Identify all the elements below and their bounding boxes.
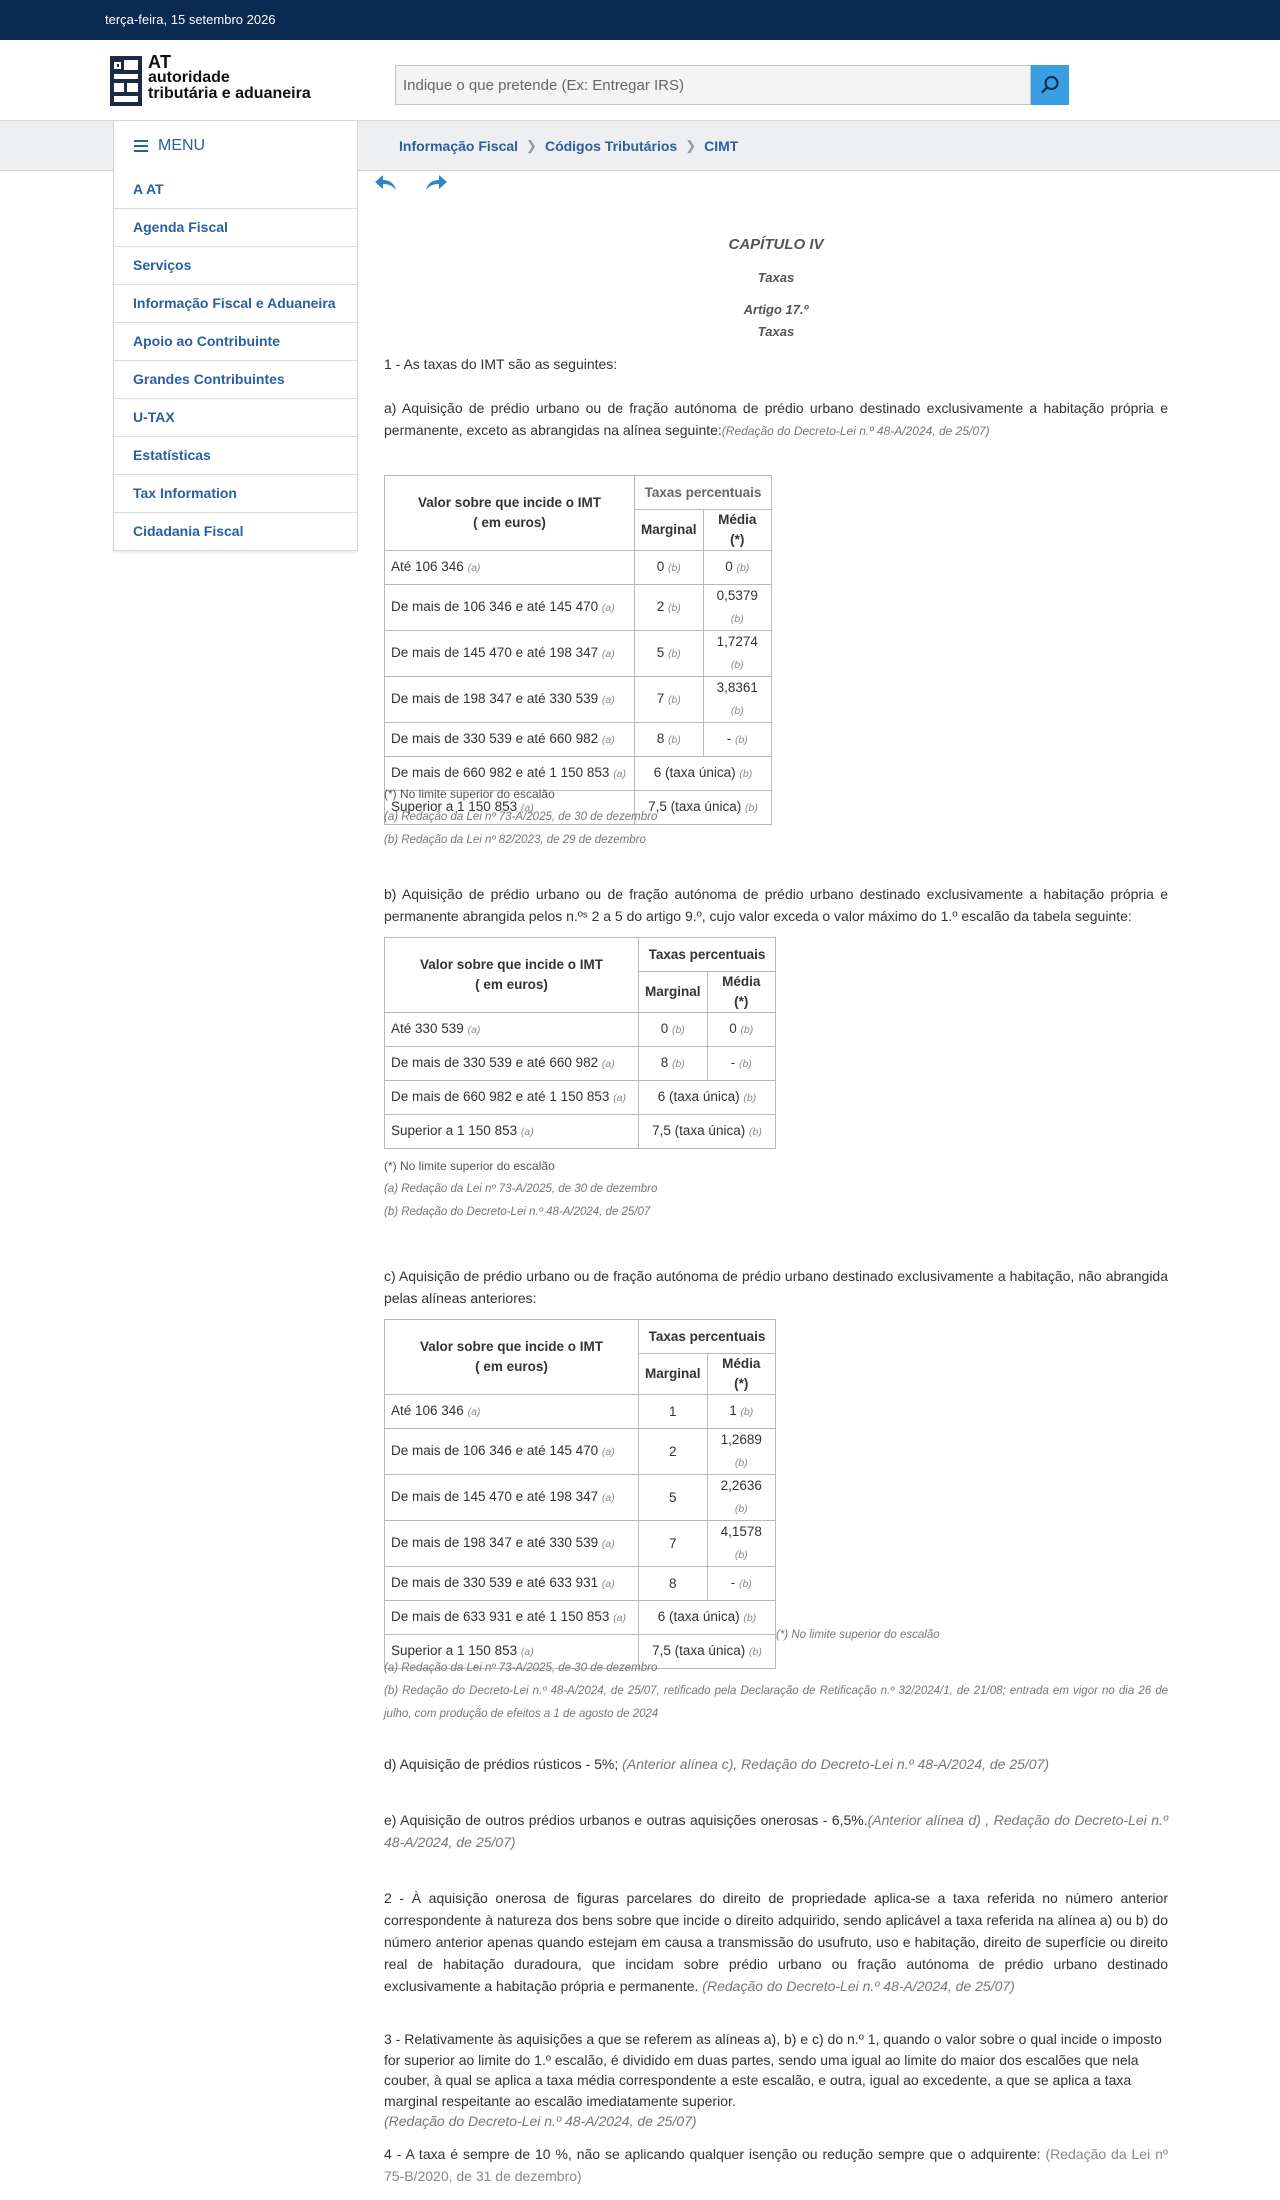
- header-taxas: Taxas percentuais: [639, 1320, 776, 1354]
- table-row: [385, 1567, 776, 1601]
- search-icon: [1040, 75, 1060, 95]
- cell-media: 0 (b): [703, 551, 771, 585]
- cell-media: 2,2636 (b): [707, 1475, 775, 1521]
- table-row: [385, 1115, 776, 1149]
- cell-valor: Superior a 1 150 853 (a): [385, 791, 635, 825]
- hamburger-icon: [134, 137, 148, 155]
- paragraph-4: [384, 2143, 1168, 2187]
- table-b-footnote-2: (a) Redação da Lei nº 73-A/2025, de 30 de dezembro: [384, 1183, 658, 1195]
- chapter-subtitle: Taxas: [757, 270, 795, 285]
- cell-media: 0 (b): [707, 1013, 775, 1047]
- menu-label: MENU: [158, 137, 206, 154]
- header-valor: Valor sobre que incide o IMT ( em euros): [385, 938, 639, 1013]
- header-valor: Valor sobre que incide o IMT ( em euros): [385, 476, 635, 551]
- sidebar-item-u-tax[interactable]: U-TAX: [114, 398, 357, 436]
- breadcrumb: [399, 138, 738, 154]
- cell-marginal: 8 (b): [635, 723, 704, 757]
- table-c-footnote-1: (a) Redação da Lei nº 73-A/2025, de 30 de dezembro: [384, 1662, 658, 1674]
- sidebar: [113, 171, 358, 551]
- cell-valor: Até 330 539 (a): [385, 1013, 639, 1047]
- paragraph-d-note: (Anterior alínea c), Redação do Decreto-Lei n.º 48-A/2024, de 25/07): [618, 1756, 1050, 1772]
- search-button[interactable]: [1031, 65, 1069, 105]
- top-bar: [0, 0, 1280, 40]
- cell-valor: De mais de 198 347 e até 330 539 (a): [385, 677, 635, 723]
- paragraph-4-note: (Redação da Lei nº 75-B/2020, de 31 de dezembro): [384, 2146, 1168, 2184]
- logo-line-1: AT: [148, 52, 172, 72]
- table-b-footnote-3: (b) Redação do Decreto-Lei n.º 48-A/2024, de 25/07: [384, 1206, 651, 1218]
- breadcrumb-informacao-fiscal[interactable]: Informação Fiscal: [399, 138, 519, 154]
- sidebar-item-cidadania-fiscal[interactable]: Cidadania Fiscal: [114, 512, 357, 550]
- chevron-right-icon: ❯: [526, 138, 537, 153]
- cell-media: 1,2689 (b): [707, 1429, 775, 1475]
- cell-taxa-unica: 6 (taxa única) (b): [635, 757, 772, 791]
- table-row: [385, 551, 772, 585]
- cell-valor: De mais de 660 982 e até 1 150 853 (a): [385, 1081, 639, 1115]
- cell-marginal: 8: [639, 1567, 708, 1601]
- cell-media: - (b): [707, 1047, 775, 1081]
- logo-line-2: autoridade: [148, 69, 230, 86]
- paragraph-3: [384, 2029, 1168, 2132]
- cell-taxa-unica: 6 (taxa única) (b): [639, 1081, 776, 1115]
- cell-marginal: 2: [639, 1429, 708, 1475]
- paragraph-e-note: (Anterior alínea d) , Redação do Decreto-Lei n.º 48-A/2024, de 25/07): [384, 1812, 1168, 1850]
- header-taxas: Taxas percentuais: [635, 476, 772, 510]
- cell-marginal: 1: [639, 1395, 708, 1429]
- cell-valor: De mais de 330 539 e até 660 982 (a): [385, 723, 635, 757]
- article-number: Artigo 17.º: [743, 302, 809, 317]
- cell-valor: De mais de 330 539 e até 660 982 (a): [385, 1047, 639, 1081]
- cell-valor: Superior a 1 150 853 (a): [385, 1635, 639, 1669]
- paragraph-1-intro: 1 - As taxas do IMT são as seguintes:: [384, 356, 618, 372]
- paragraph-2-text: 2 - À aquisição onerosa de figuras parcelares do direito de propriedade aplica-se a taxa referida no número anterior correspondente à natureza dos bens sobre que incide o direito adquirido, sendo aplicável a taxa referida na alínea a) ou b) do número anterior apenas quando estejam em causa a transmissão do usufruto, uso e habitação, direito de superfície ou direito real de habitação duradoura, que incidam sobre prédio urbano ou fração autónoma de prédio urbano destinado exclusivamente a habitação própria e permanente.: [384, 1890, 1168, 1994]
- paragraph-4-text: 4 - A taxa é sempre de 10 %, não se aplicando qualquer isenção ou redução sempre que o adquirente:: [384, 2146, 1046, 2162]
- sidebar-item-tax-information[interactable]: Tax Information: [114, 474, 357, 512]
- cell-marginal: 5 (b): [635, 631, 704, 677]
- search-bar: [395, 65, 1069, 105]
- cell-marginal: 2 (b): [635, 585, 704, 631]
- paragraph-c: c) Aquisição de prédio urbano ou de fração autónoma de prédio urbano destinado exclusivamente a habitação, não abrangida pelas alíneas anteriores:: [384, 1268, 1168, 1306]
- cell-marginal: 0 (b): [635, 551, 704, 585]
- table-c-footnote-right: (*) No limite superior do escalão: [776, 1629, 940, 1641]
- table-a-footnote-2: (a) Redação da Lei nº 73-A/2025, de 30 de dezembro: [384, 811, 658, 823]
- cell-valor: De mais de 106 346 e até 145 470 (a): [385, 585, 635, 631]
- cell-valor: De mais de 145 470 e até 198 347 (a): [385, 1475, 639, 1521]
- cell-valor: De mais de 660 982 e até 1 150 853 (a): [385, 757, 635, 791]
- cell-media: - (b): [703, 723, 771, 757]
- cell-valor: De mais de 633 931 e até 1 150 853 (a): [385, 1601, 639, 1635]
- cell-marginal: 0 (b): [639, 1013, 708, 1047]
- cell-valor: Superior a 1 150 853 (a): [385, 1115, 639, 1149]
- table-row: [385, 1395, 776, 1429]
- header-marginal: Marginal: [639, 972, 708, 1013]
- cell-media: 4,1578 (b): [707, 1521, 775, 1567]
- rates-table-c: [384, 1319, 776, 1669]
- cell-taxa-unica: 7,5 (taxa única) (b): [635, 791, 772, 825]
- paragraph-2-note: (Redação do Decreto-Lei n.º 48-A/2024, de 25/07): [698, 1978, 1015, 1994]
- cell-valor: De mais de 330 539 e até 633 931 (a): [385, 1567, 639, 1601]
- menu-button[interactable]: [113, 121, 358, 171]
- next-arrow-icon[interactable]: [424, 174, 448, 192]
- cell-valor: Até 106 346 (a): [385, 551, 635, 585]
- cell-taxa-unica: 7,5 (taxa única) (b): [639, 1635, 776, 1669]
- paragraph-d: [384, 1753, 1168, 1775]
- header: [0, 40, 1280, 121]
- paragraph-2: [384, 1887, 1168, 1997]
- cell-marginal: 5: [639, 1475, 708, 1521]
- sidebar-item-a-at[interactable]: A AT: [133, 181, 164, 197]
- paragraph-3-note: (Redação do Decreto-Lei n.º 48-A/2024, de 25/07): [384, 2113, 697, 2129]
- rates-table-a: [384, 475, 772, 825]
- table-row: [385, 631, 772, 677]
- cell-taxa-unica: 6 (taxa única) (b): [639, 1601, 776, 1635]
- cell-marginal: 7: [639, 1521, 708, 1567]
- cell-media: 1,7274 (b): [703, 631, 771, 677]
- paragraph-3-text: 3 - Relativamente às aquisições a que se referem as alíneas a), b) e c) do n.º 1, quando o valor sobre o qual incide o imposto for superior ao limite do 1.º escalão, é dividido em duas partes, sendo uma igual ao limite do maior dos escalões que nela couber, à qual se aplica a taxa média correspondente a este escalão, e outra, igual ao excedente, a que se aplica a taxa marginal respeitante ao escalão imediatamente superior.: [384, 2031, 1162, 2109]
- cell-media: - (b): [707, 1567, 775, 1601]
- cell-marginal: 7 (b): [635, 677, 704, 723]
- at-logo[interactable]: [108, 54, 318, 110]
- table-a-footnote-3: (b) Redação da Lei nº 82/2023, de 29 de dezembro: [384, 834, 646, 846]
- chevron-right-icon: ❯: [685, 138, 697, 153]
- breadcrumb-codigos-tributarios[interactable]: Códigos Tributários: [544, 138, 678, 154]
- table-a-footnote-1: (*) No limite superior do escalão: [384, 787, 555, 801]
- table-row: [385, 1601, 776, 1635]
- table-row: [385, 1429, 776, 1475]
- sidebar-item-estatisticas[interactable]: Estatísticas: [114, 436, 357, 474]
- cell-media: 0,5379 (b): [703, 585, 771, 631]
- header-marginal: Marginal: [639, 1354, 708, 1395]
- paragraph-b: b) Aquisição de prédio urbano ou de fração autónoma de prédio urbano destinado exclusivamente a habitação própria e permanente abrangida pelos n.ºˢ 2 a 5 do artigo 9.º, cujo valor exceda o valor máximo do 1.º escalão da tabela seguinte:: [384, 886, 1168, 924]
- header-media: Média (*): [707, 1354, 775, 1395]
- paragraph-e-text: e) Aquisição de outros prédios urbanos e outras aquisições onerosas - 6,5%.: [384, 1812, 868, 1828]
- cell-valor: De mais de 145 470 e até 198 347 (a): [385, 631, 635, 677]
- cell-marginal: 8 (b): [639, 1047, 708, 1081]
- sidebar-item-informacao-fiscal[interactable]: Informação Fiscal e Aduaneira: [114, 284, 357, 322]
- table-row: [385, 677, 772, 723]
- sidebar-item-agenda-fiscal[interactable]: Agenda Fiscal: [114, 208, 357, 246]
- cell-media: 1 (b): [707, 1395, 775, 1429]
- header-media: Média (*): [703, 510, 771, 551]
- table-row: [385, 1047, 776, 1081]
- previous-arrow-icon[interactable]: [374, 174, 398, 192]
- breadcrumb-cimt[interactable]: CIMT: [704, 138, 739, 154]
- cell-valor: De mais de 198 347 e até 330 539 (a): [385, 1521, 639, 1567]
- at-emblem-icon: [108, 54, 144, 108]
- table-row: [385, 1521, 776, 1567]
- table-row: [385, 585, 772, 631]
- cell-valor: Até 106 346 (a): [385, 1395, 639, 1429]
- paragraph-a: [384, 397, 1168, 442]
- header-media: Média (*): [707, 972, 775, 1013]
- table-c-footnote-2: (b) Redação do Decreto-Lei n.º 48-A/2024, de 25/07, retificado pela Declaração de Retificação n.º 32/2024/1, de 21/08; entrada em vigor no dia 26 de julho, com produção de efeitos a 1 de agosto de 2024: [384, 1685, 1168, 1720]
- table-row: [385, 1013, 776, 1047]
- header-valor: Valor sobre que incide o IMT ( em euros): [385, 1320, 639, 1395]
- paragraph-a-note: (Redação do Decreto-Lei n.º 48-A/2024, de 25/07): [721, 424, 990, 438]
- chapter-title: CAPÍTULO IV: [728, 236, 824, 253]
- rates-table-b: [384, 937, 776, 1149]
- sidebar-item-grandes-contribuintes[interactable]: Grandes Contribuintes: [114, 360, 357, 398]
- sidebar-item-apoio[interactable]: Apoio ao Contribuinte: [114, 322, 357, 360]
- nav-bar: [0, 121, 1280, 171]
- search-input[interactable]: [395, 65, 1031, 105]
- cell-media: 3,8361 (b): [703, 677, 771, 723]
- sidebar-item-servicos[interactable]: Serviços: [114, 246, 357, 284]
- table-row: [385, 723, 772, 757]
- table-row: [385, 1081, 776, 1115]
- paragraph-d-text: d) Aquisição de prédios rústicos - 5%;: [384, 1756, 619, 1772]
- header-taxas: Taxas percentuais: [639, 938, 776, 972]
- header-marginal: Marginal: [635, 510, 704, 551]
- cell-valor: De mais de 106 346 e até 145 470 (a): [385, 1429, 639, 1475]
- current-date: terça-feira, 15 setembro 2026: [105, 12, 276, 27]
- table-row: [385, 1475, 776, 1521]
- cell-taxa-unica: 7,5 (taxa única) (b): [639, 1115, 776, 1149]
- paragraph-e: [384, 1809, 1168, 1853]
- article-title: Taxas: [757, 324, 795, 339]
- paragraph-a-text: a) Aquisição de prédio urbano ou de fração autónoma de prédio urbano destinado exclusivamente a habitação própria e permanente, exceto as abrangidas na alínea seguinte:: [384, 400, 1168, 438]
- table-b-footnote-1: (*) No limite superior do escalão: [384, 1159, 555, 1173]
- logo-line-3: tributária e aduaneira: [148, 85, 311, 102]
